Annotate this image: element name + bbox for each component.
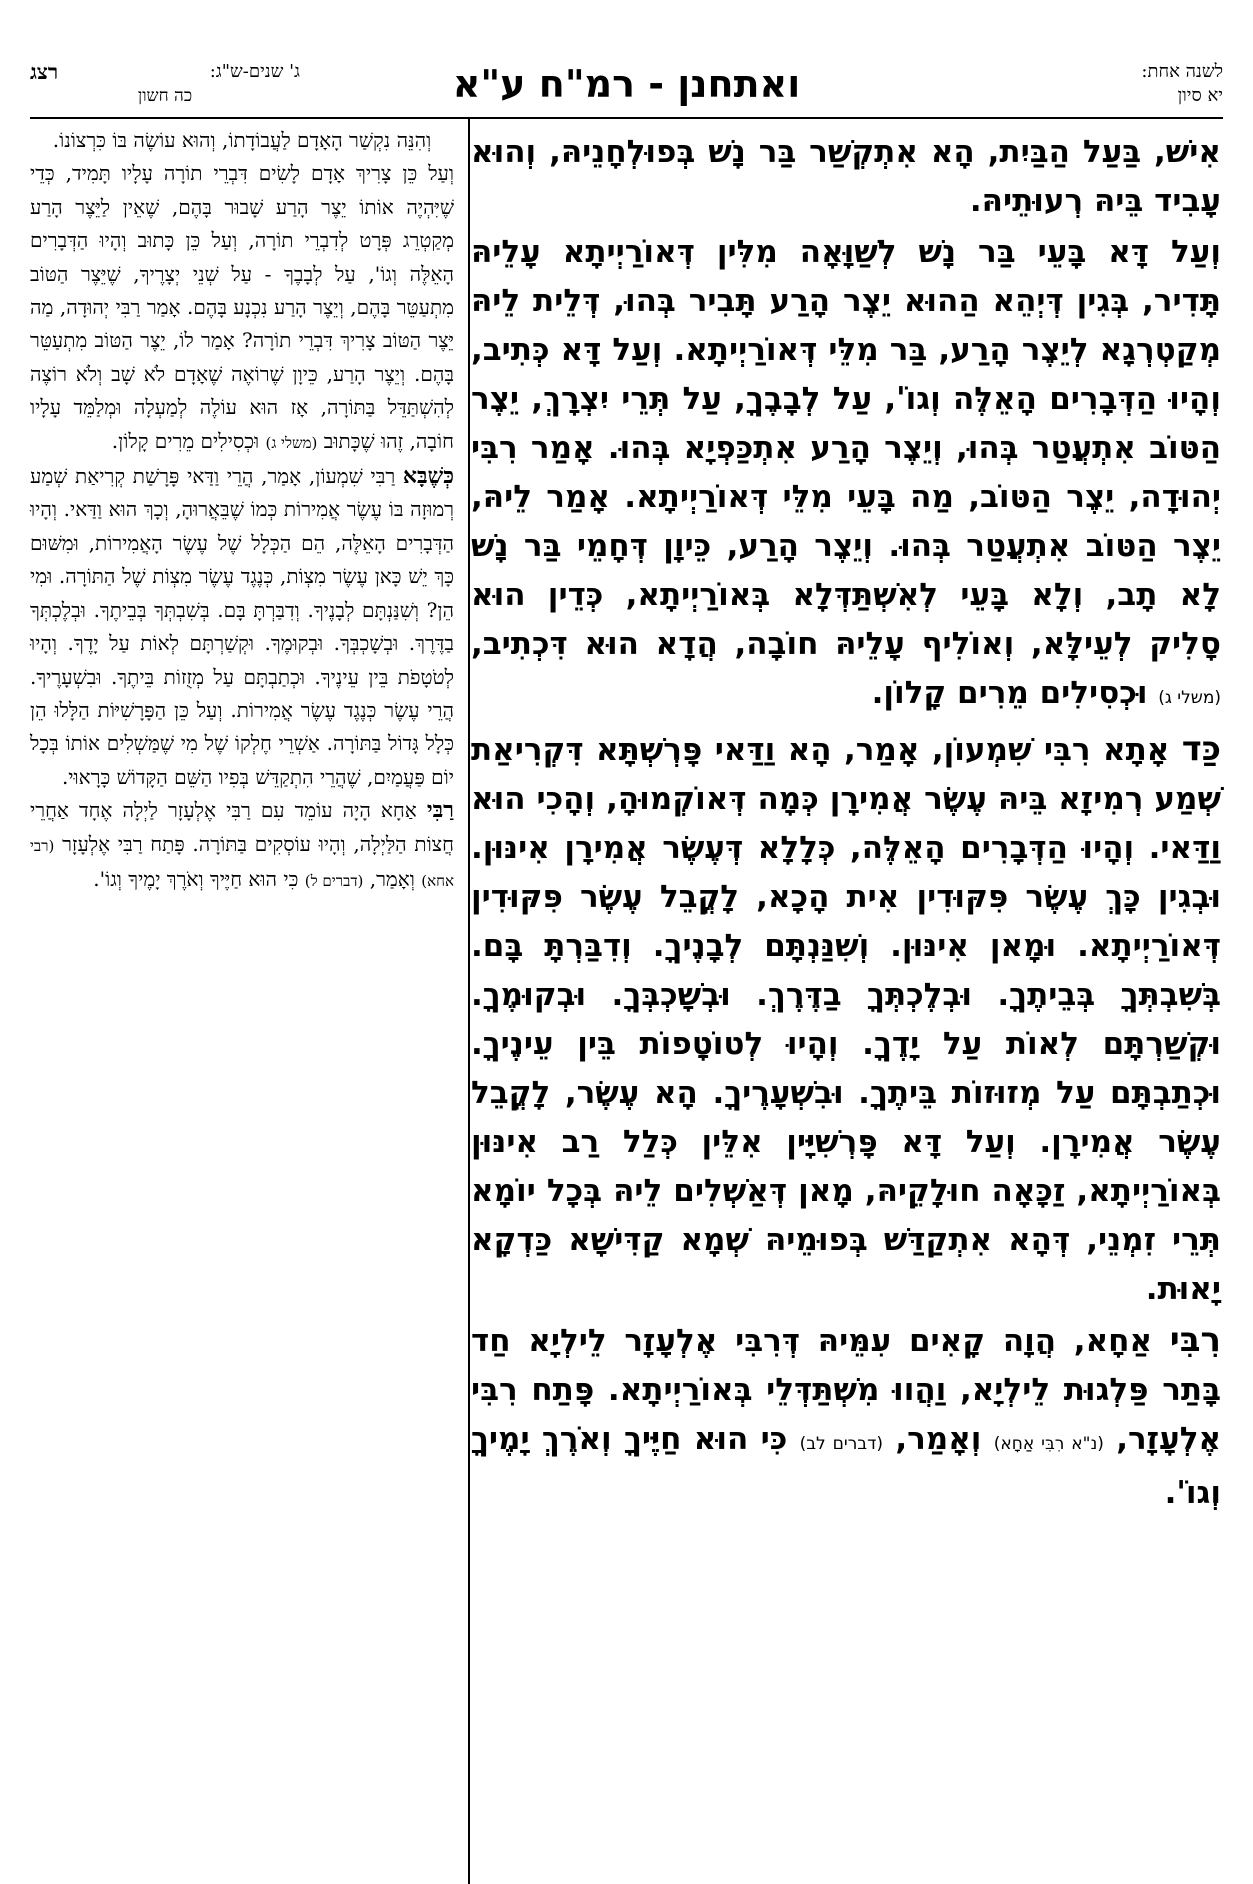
verse-reference: (דברים ל) [304,871,364,890]
side-paragraph: רַבִּי אַחָא הָיָה עוֹמֵד עִם רַבִּי אֶלְעָזָר לַיְלָה אֶחָד אַחֲרֵי חֲצוֹת הַלַּיְלָה, וְהָיוּ עוֹסְקִים בַּתּוֹרָה. פָּתַח רַבִּי אֶלְעָזָר (רבי אחא) וְאָמַר, (דברים ל) כִּי הוּא חַיֶּיךָ וְאֹרֶךְ יָמֶיךָ וְגוֹ'. [30,797,454,891]
paragraph-lead-word: כַּד [1181,729,1221,769]
variant-reference: (נ"א רִבִּי אַחָא) [993,1434,1104,1454]
main-paragraph: וְעַל דָּא בָּעֵי בַּר נָשׁ לְשַׁוָּאָה מִלִּין דְּאוֹרַיְיתָא עָלֵיהּ תָּדִיר, בְּגִין דְּיְהֵא הַהוּא יֵצֶר הָרַע תָּבִיר בְּהוּ, דְּלֵית לֵיהּ מְקַטְרְגָא לְיֵצֶר הָרַע, בַּר מִלֵּי דְּאוֹרַיְיתָא. וְעַל דָּא כְּתִיב, וְהָיוּ הַדְּבָרִים הָאֵלֶּה וְגוֹ', עַל לְבָבֶךָ, עַל תְּרֵי יִצְרָךְ, יֵצֶר הַטּוֹב אִתְעֲטַר בְּהוּ, וְיֵצֶר הָרַע אִתְכַּפְיָא בְּהוּ. אָמַר רִבִּי יְהוּדָה, יֵצֶר הַטּוֹב, מַה בָּעֵי מִלֵּי דְּאוֹרַיְיתָא. אָמַר לֵיהּ, יֵצֶר הַטּוֹב אִתְעֲטַר בְּהוּ. וְיֵצֶר הָרַע, כֵּיוָן דְּחָמֵי בַּר נָשׁ לָא תָב, וְלָא בָּעֵי לְאִשְׁתַּדְּלָא בְּאוֹרַיְיתָא, כְּדֵין הוּא סָלִיק לְעֵילָּא, וְאוֹלִיף עָלֵיהּ חוֹבָה, הֲדָא הוּא דִּכְתִיב, (משלי ג) וּכְסִילִים מֵרִים קָלוֹן. [471,234,1221,711]
side-paragraph: וְעַל כֵּן צָרִיךְ אָדָם לָשִׂים דִּבְרֵי תוֹרָה עָלָיו תָּמִיד, כְּדֵי שֶׁיִּהְיֶה אוֹתוֹ יֵצֶר הָרַע שָׁבוּר בָּהֶם, שֶׁאֵין לַיֵּצֶר הָרַע מְקַטְרֵג פְּרָט לְדִבְרֵי תוֹרָה, וְעַל כֵּן כָּתוּב וְהָיוּ הַדְּבָרִים הָאֵלֶּה וְגוֹ', עַל לְבָבֶךָ - עַל שְׁנֵי יְצָרֶיךָ, שֶׁיֵּצֶר הַטּוֹב מִתְעַטֵּר בָּהֶם, וְיֵצֶר הָרַע נִכְנָע בָּהֶם. אָמַר רַבִּי יְהוּדָה, מַה יֵּצֶר הַטּוֹב צָרִיךְ דִּבְרֵי תוֹרָה? אָמַר לוֹ, יֵצֶר הַטּוֹב מִתְעַטֵּר בָּהֶם. וְיֵצֶר הָרַע, כֵּיוָן שֶׁרוֹאֶה שֶׁאָדָם לֹא שָׁב וְלֹא רוֹצֶה לְהִשְׁתַּדֵּל בַּתּוֹרָה, אָז הוּא עוֹלֶה לְמַעְלָה וּמְלַמֵּד עָלָיו חוֹבָה, זֶהוּ שֶׁכָּתוּב (משלי ג) וּכְסִילִים מֵרִים קָלוֹן. [30,161,454,453]
variant-reference: (רבי אחא) [30,836,454,890]
page-header [30,60,1223,118]
paragraph-lead-word: כְּשֶׁבָּא [402,463,454,490]
one-year-date: יא סיון [1177,85,1223,106]
three-year-label: ג' שנים-ש"ג: [209,61,300,82]
side-paragraph: וְהִנֵּה נִקְשַׁר הָאָדָם לַעֲבוֹדָתוֹ, וְהוּא עוֹשֶׂה בּוֹ כִּרְצוֹנוֹ. [52,128,432,152]
aramaic-column [471,128,1221,1520]
page-title: ואתחנן - רמ"ח ע"א [452,62,801,106]
page-number: רצג [30,59,59,84]
hebrew-translation-column [30,124,454,898]
one-year-label: לשנה אחת: [1141,61,1223,82]
main-paragraph: כַּד אָתָא רִבִּי שִׁמְעוֹן, אָמַר, הָא וַדַּאי פָּרְשְׁתָּא דִּקְרִיאַת שְׁמַע רְמִיזָא בֵּיהּ עֶשֶׂר אֲמִירָן כְּמָה דְּאוֹקְמוּהָ, וְהָכִי הוּא וַדַּאי. וְהָיוּ הַדְּבָרִים הָאֵלֶּה, כְּלָלָא דְּעֶשֶׂר אֲמִירָן אִינּוּן. וּבְגִין כָּךְ עֶשֶׂר פִּקּוּדִין אִית הָכָא, לָקֳבֵל עֶשֶׂר פִּקּוּדִין דְּאוֹרַיְיתָא. וּמָאן אִינּוּן. וְשִׁנַּנְתָּם לְבָנֶיךָ. וְדִבַּרְתָּ בָּם. בְּשִׁבְתְּךָ בְּבֵיתֶךָ. וּבְלֶכְתְּךָ בַדֶּרֶךְ. וּבְשָׁכְבְּךָ. וּבְקוּמֶךָ. וּקְשַׁרְתָּם לְאוֹת עַל יָדֶךָ. וְהָיוּ לְטוֹטָפוֹת בֵּין עֵינֶיךָ. וּכְתַבְתָּם עַל מְזוּזוֹת בֵּיתֶךָ. וּבִשְׁעָרֶיךָ. הָא עֶשֶׂר, לָקֳבֵל עֶשֶׂר אֲמִירָן. וְעַל דָּא פָּרְשִׁיָּין אִלֵּין כְּלַל רַב אִינּוּן בְּאוֹרַיְיתָא, זַכָּאָה חוּלָקֵיהּ, מָאן דְּאַשְׁלִים לֵיהּ בְּכָל יוֹמָא תְּרֵי זִמְנֵי, דְּהָא אִתְקַדַּשׁ בְּפוּמֵיהּ שְׁמָא קַדִּישָׁא כַּדְקָא יָאוּת. [471,729,1221,1307]
paragraph-lead-word: רַבִּי [426,797,454,824]
column-divider [468,119,470,1884]
main-paragraph: אִישׁ, בַּעַל הַבַּיִת, הָא אִתְקְשַׁר בַּר נָשׁ בְּפוּלְחָנֵיהּ, וְהוּא עָבִיד בֵּיהּ רְעוּתֵיהּ. [471,134,1221,219]
side-paragraph: כְּשֶׁבָּא רַבִּי שִׁמְעוֹן, אָמַר, הֲרֵי וַדַּאי פָּרָשַׁת קְרִיאַת שְׁמַע רְמוּזָה בּוֹ עֶשֶׂר אֲמִירוֹת כְּמוֹ שֶׁבֵּאֲרוּהָ, וְכָךְ הוּא וַדַּאי. וְהָיוּ הַדְּבָרִים הָאֵלֶּה, הֵם הַכְּלָל שֶׁל עֶשֶׂר הָאֲמִירוֹת, וּמִשּׁוּם כָּךְ יֵשׁ כָּאן עֶשֶׂר מִצְוֹת, כְּנֶגֶד עֶשֶׂר מִצְוֹת שֶׁל הַתּוֹרָה. וּמִי הֵן? וְשִׁנַּנְתָּם לְבָנֶיךָ. וְדִבַּרְתָּ בָּם. בְּשִׁבְתְּךָ בְּבֵיתֶךָ. וּבְלֶכְתְּךָ בַדֶּרֶךְ. וּבְשָׁכְבְּךָ. וּבְקוּמֶךָ. וּקְשַׁרְתָּם לְאוֹת עַל יָדֶךָ. וְהָיוּ לְטֹטָפֹת בֵּין עֵינֶיךָ. וּכְתַבְתָּם עַל מְזֻזוֹת בֵּיתֶךָ. וּבִשְׁעָרֶיךָ. הֲרֵי עֶשֶׂר כְּנֶגֶד עֶשֶׂר אֲמִירוֹת. וְעַל כֵּן הַפָּרָשִׁיּוֹת הַלָּלוּ הֵן כְּלָל גָּדוֹל בַּתּוֹרָה. אַשְׁרֵי חֶלְקוֹ שֶׁל מִי שֶׁמַּשְׁלִים אוֹתוֹ בְּכָל יוֹם פַּעֲמַיִם, שֶׁהֲרֵי הִתְקַדֵּשׁ בְּפִיו הַשֵּׁם הַקָּדוֹשׁ כָּרָאוּי. [30,463,454,789]
paragraph-lead-word: רִבִּי [1169,1320,1221,1360]
verse-reference: (דברים לב) [799,1434,884,1454]
three-year-date: כה חשון [137,86,193,106]
verse-reference: (משלי ג) [1158,688,1221,708]
header-divider [30,117,1223,119]
main-paragraph: רִבִּי אַחָא, הֲוָה קָאִים עִמֵּיהּ דְּרִבִּי אֶלְעָזָר לֵילְיָא חַד בָּתַר פַּלְגוּת לֵילְיָא, וַהֲווּ מִשְׁתַּדְּלֵי בְּאוֹרַיְיתָא. פָּתַח רִבִּי אֶלְעָזָר, (נ"א רִבִּי אַחָא) וְאָמַר, (דברים לב) כִּי הוּא חַיֶּיךָ וְאֹרֶךְ יָמֶיךָ וְגוֹ'. [471,1320,1222,1511]
header-left-block [30,60,300,114]
verse-reference: (משלי ג) [265,433,318,452]
